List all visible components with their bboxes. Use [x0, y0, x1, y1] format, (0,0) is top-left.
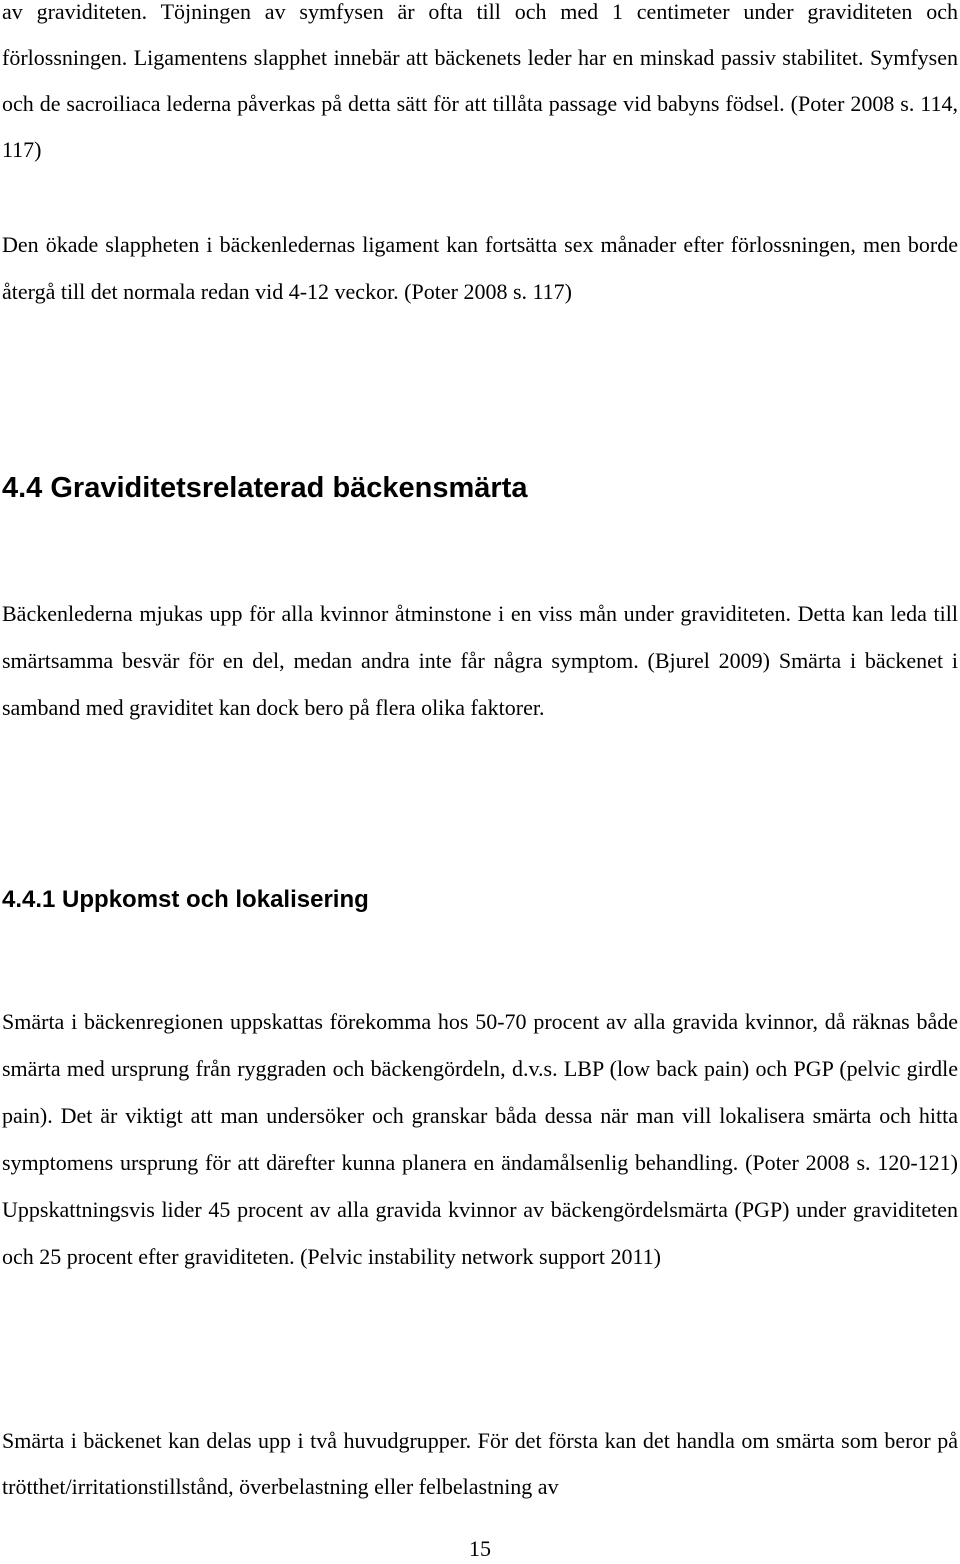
subsection-heading-4-4-1: 4.4.1 Uppkomst och lokalisering — [2, 886, 369, 913]
section-heading-4-4: 4.4 Graviditetsrelaterad bäckensmärta — [2, 472, 528, 504]
paragraph-postpartum-laxity: Den ökade slappheten i bäckenledernas ligament kan fortsätta sex månader efter förlossningen, men borde återgå till det normala redan vid 4-12 veckor. (Poter 2008 s. 117) — [2, 232, 958, 304]
paragraph-pain-groups: Smärta i bäckenet kan delas upp i två huvudgrupper. För det första kan det handla om smärta som beror på trötthet/irritationstillstånd, överbelastning eller felbelastning av — [2, 1428, 958, 1499]
page-number: 15 — [469, 1536, 491, 1561]
paragraph-pain-prevalence: Smärta i bäckenregionen uppskattas förekomma hos 50-70 procent av alla gravida kvinnor, då räknas både smärta med ursprung från ryggraden och bäckengördeln, d.v.s. LBP (low back pain) och PGP (pelvic girdle pain). Det är viktigt att man undersöker och granskar båda dessa när man vill lokalisera smärta och hitta symptomens ursprung för att därefter kunna planera en ändamålsenlig behandling. (Poter 2008 s. 120-121) Uppskattningsvis lider 45 procent av alla gravida kvinnor av bäckengördelsmärta (PGP) under graviditeten och 25 procent efter graviditeten. (Pelvic instability network support 2011) — [2, 1009, 958, 1269]
paragraph-ligament-laxity: av graviditeten. Töjningen av symfysen är ofta till och med 1 centimeter under graviditeten och förlossningen. Ligamentens slapphet innebär att bäckenets leder har en minskad passiv stabilitet. Symfysen och de sacroiliaca lederna påverkas på detta sätt för att tillåta passage vid babyns födsel. (Poter 2008 s. 114, 117) — [2, 0, 958, 162]
paragraph-pelvic-joints-soften: Bäckenlederna mjukas upp för alla kvinnor åtminstone i en viss mån under graviditeten. Detta kan leda till smärtsamma besvär för en del, medan andra inte får några symptom. (Bjurel 2009) Smärta i bäckenet i samband med graviditet kan dock bero på flera olika faktorer. — [2, 601, 958, 720]
